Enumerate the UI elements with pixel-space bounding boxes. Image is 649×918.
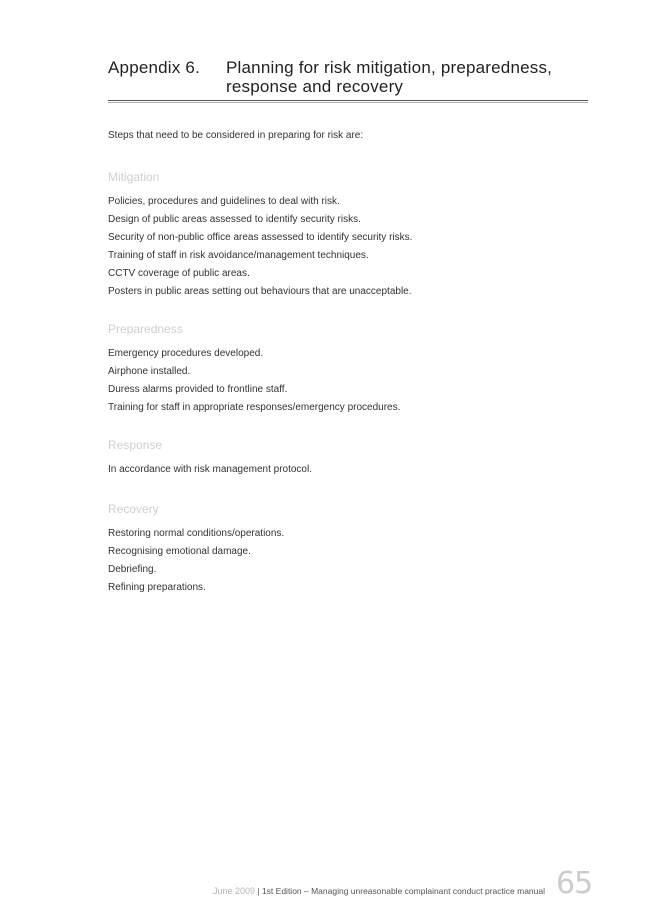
section-heading: Mitigation bbox=[108, 170, 160, 184]
section-list bbox=[108, 345, 528, 417]
list-item: In accordance with risk management protocol. bbox=[108, 464, 312, 475]
list-item: Restoring normal conditions/operations. bbox=[108, 528, 285, 539]
list-item: Refining preparations. bbox=[108, 582, 206, 593]
section-recovery bbox=[108, 502, 528, 597]
list-item: Recognising emotional damage. bbox=[108, 546, 251, 557]
section-list bbox=[108, 193, 528, 301]
list-item: Debriefing. bbox=[108, 564, 157, 575]
list-item: Duress alarms provided to frontline staff. bbox=[108, 384, 288, 395]
header-rule bbox=[108, 100, 588, 101]
section-preparedness bbox=[108, 322, 528, 417]
appendix-label: Appendix 6. bbox=[108, 58, 200, 77]
list-item: Design of public areas assessed to identify security risks. bbox=[108, 214, 361, 225]
list-item: CCTV coverage of public areas. bbox=[108, 268, 250, 279]
footer-date: June 2009 bbox=[212, 886, 255, 896]
section-list bbox=[108, 461, 528, 479]
list-item: Training for staff in appropriate responses/emergency procedures. bbox=[108, 402, 401, 413]
footer-edition: 1st Edition – Managing unreasonable complainant conduct practice manual bbox=[261, 886, 545, 896]
page-number: 65 bbox=[556, 866, 593, 901]
list-item: Posters in public areas setting out behaviours that are unacceptable. bbox=[108, 286, 412, 297]
intro-text: Steps that need to be considered in preparing for risk are: bbox=[108, 130, 364, 141]
section-heading: Preparedness bbox=[108, 322, 183, 336]
section-mitigation bbox=[108, 170, 528, 301]
section-response bbox=[108, 438, 528, 479]
list-item: Security of non-public office areas assessed to identify security risks. bbox=[108, 232, 413, 243]
section-heading: Response bbox=[108, 438, 163, 452]
section-heading: Recovery bbox=[108, 502, 159, 516]
list-item: Policies, procedures and guidelines to deal with risk. bbox=[108, 196, 340, 207]
section-list bbox=[108, 525, 528, 597]
page-footer bbox=[0, 886, 545, 896]
list-item: Airphone installed. bbox=[108, 366, 191, 377]
page-header bbox=[108, 58, 588, 96]
header-rule-secondary bbox=[108, 102, 588, 103]
list-item: Emergency procedures developed. bbox=[108, 348, 264, 359]
list-item: Training of staff in risk avoidance/management techniques. bbox=[108, 250, 369, 261]
footer-separator: | bbox=[257, 886, 260, 896]
appendix-title: Planning for risk mitigation, preparedness, response and recovery bbox=[226, 58, 553, 96]
